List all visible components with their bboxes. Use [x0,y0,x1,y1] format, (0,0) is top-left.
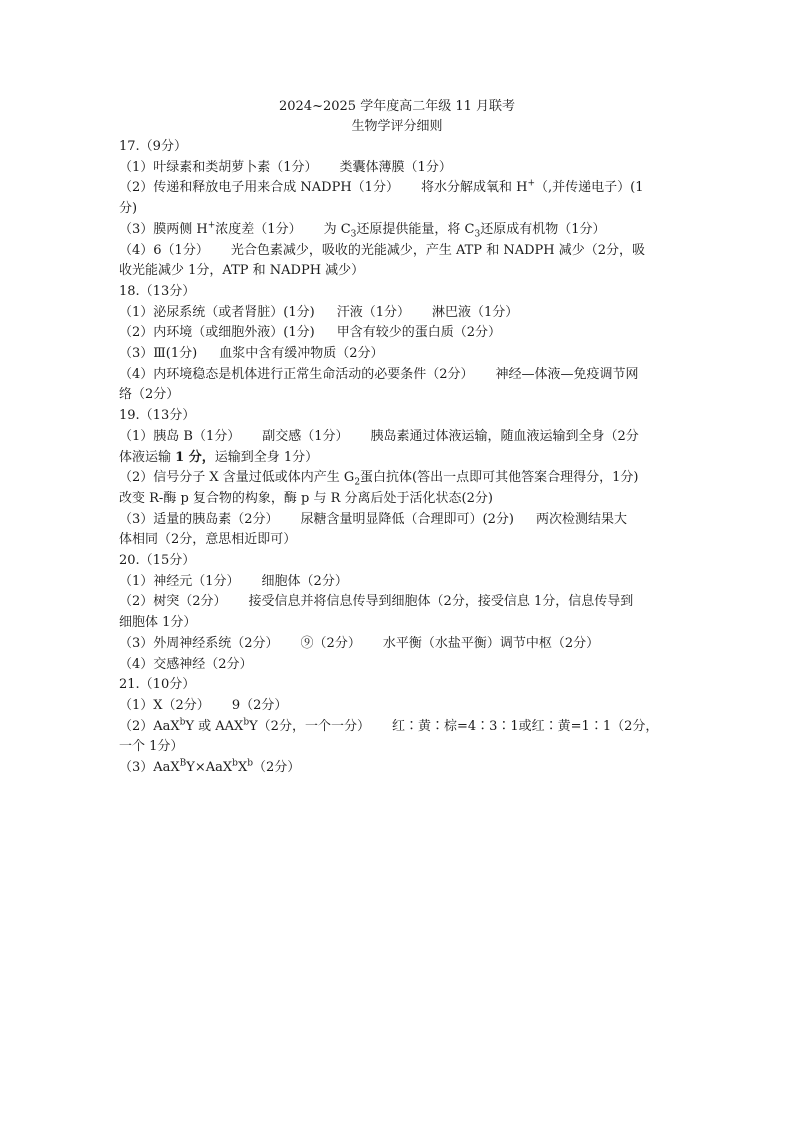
q17-answer-2 [119,178,677,199]
q17-answer-2b-text: 将水分解成氧和 H [420,180,528,196]
q19-answer-1 [119,427,677,448]
q17-answer-3a [119,222,302,237]
q21-answer-2b: 红∶黄∶棕=4∶3∶1或红∶黄=1∶1（2分， [391,718,659,734]
q21-answer-2a-part1: （2）AaX [119,718,180,734]
document-header [0,97,794,137]
q20-answer-2-wrap: 细胞体 1分） [119,615,197,631]
q21-heading: 21.（10分） [119,677,196,693]
q20-answer-1b: 细胞体（2分） [261,573,348,589]
q18-answer-2 [119,323,677,344]
q20-answer-3b: ⑨（2分） [300,635,361,651]
q20-answer-1 [119,572,677,593]
q18-answer-4-wrap: 络（2分） [119,387,180,403]
q21-answer-2-wrap: 一个 1分） [119,739,184,755]
q18-answer-1b: 汗液（1分） [336,304,410,320]
q17-answer-4-wrap: 收光能减少 1分，ATP 和 NADPH 减少） [119,263,365,279]
subscript-2: 2 [354,477,361,488]
superscript-B: B [179,758,187,769]
q18-answer-4 [119,365,677,386]
q17-answer-1 [119,158,677,179]
superscript-b: b [179,717,186,728]
q17-answer-3b-part3: 还原成有机物（1分） [480,221,606,237]
q21-answer-3-part4: （2分） [252,760,301,776]
q19-answer-1a: （1）胰岛 B（1分） [119,428,241,444]
q21-answer-2a-part2: Y 或 AAX [185,718,244,734]
q21-answer-1b: 9（2分） [231,697,288,713]
q20-heading: 20.（15分） [119,553,196,569]
q17-answer-1b: 类囊体薄膜（1分） [339,159,452,175]
q21-answer-2 [119,717,677,738]
q20-answer-3 [119,634,677,655]
q17-heading: 17.（9分） [119,139,187,154]
q21-answer-3-part3: X [237,760,248,776]
q19-answer-3c: 两次检测结果大 [535,511,627,527]
q18-answer-2a: （2）内环境（或细胞外液）(1分) [119,325,315,341]
q18-answer-1 [119,303,677,324]
q20-answer-4: （4）交感神经（2分） [119,656,253,672]
superscript-b: b [243,717,250,728]
q17-answer-2-wrap: 分) [119,201,138,217]
subscript-3: 3 [350,229,357,240]
q19-answer-1c: 胰岛素通过体液运输，随血液运输到全身（2分 [370,428,639,444]
q18-answer-3a: （3）Ⅲ(1分) [119,346,198,362]
q17-answer-3b-part1: 为 C [323,221,351,237]
q21-answer-3 [119,758,677,779]
q20-answer-2a: （2）树突（2分） [119,594,227,610]
q17-answer-2b [421,180,644,195]
q19-answer-1-wrap-text: 体液运输 [119,449,176,465]
q17-answer-3b-part2: 还原提供能量，将 C [356,221,475,237]
q17-answer-2a: （2）传递和释放电子用来合成 NADPH（1分） [119,180,399,196]
q20-answer-2 [119,592,677,613]
q21-answer-3-part2: Y×AaX [186,760,233,776]
superscript-plus: + [527,179,535,190]
q20-answer-3a: （3）外周神经系统（2分） [119,635,279,651]
q17-answer-4a: （4）6（1分） [119,242,209,258]
q20-answer-3c: 水平衡（水盐平衡）调节中枢（2分） [382,635,600,651]
q19-answer-2-wrap: 改变 R-酶 p 复合物的构象，酶 p 与 R 分离后处于活化状态(2分) [119,490,493,506]
q18-answer-4a: （4）内环境稳态是机体进行正常生命活动的必要条件（2分） [119,366,474,382]
q20-answer-2b: 接受信息并将信息传导到细胞体（2分，接受信息 1分，信息传导到 [248,594,634,610]
q18-answer-3b: 血浆中含有缓冲物质（2分） [219,346,384,362]
q19-answer-1-wrap [119,448,677,469]
q17-answer-3a-text: （3）膜两侧 H [119,221,208,237]
q19-answer-3 [119,510,677,531]
q21-answer-1 [119,696,677,717]
q19-answer-3a: （3）适量的胰岛素（2分） [119,511,279,527]
q17-answer-3b [323,221,606,240]
q19-answer-2-part2: 蛋白抗体(答出一点即可其他答案合理得分，1分) [360,470,639,486]
q19-answer-3b: 尿糖含量明显降低（合理即可）(2分) [300,511,514,527]
q18-answer-2b: 甲含有较少的蛋白质（2分） [336,325,501,341]
q19-answer-1b: 副交感（1分） [262,428,349,444]
q18-answer-3 [119,344,677,365]
q17-answer-2b-tail: （,并传递电子）(1 [534,180,644,196]
q19-answer-1-wrap-bold: 1 分， [175,449,215,465]
q19-answer-3-wrap: 体相同（2分，意思相近即可） [119,532,297,548]
q17-answer-4b: 光合色素减少，吸收的光能减少，产生 ATP 和 NADPH 减少（2分，吸 [230,242,645,258]
superscript-plus: + [207,220,216,231]
q18-answer-1c: 淋巴液（1分） [431,304,519,320]
superscript-b: b [247,758,253,769]
q18-heading: 18.（13分） [119,283,196,299]
q21-answer-1a: （1）X（2分） [119,697,210,713]
document-subtitle: 生物学评分细则 [351,119,443,134]
subscript-3: 3 [474,229,481,240]
q21-answer-2a [119,719,370,734]
q19-answer-1-wrap-tail: 运输到全身 1分） [214,449,319,465]
document-title: 2024~2025 学年度高二年级 11 月联考 [279,99,515,114]
q21-answer-3-part1: （3）AaX [119,760,180,776]
q21-answer-2a-part3: Y（2分，一个一分） [249,718,370,734]
q18-answer-1a: （1）泌尿系统（或者肾脏）(1分) [119,304,315,320]
q19-answer-2 [119,468,677,489]
q20-answer-1a: （1）神经元（1分） [119,573,240,589]
superscript-b: b [232,758,238,769]
q17-answer-3 [119,220,677,241]
answer-content [119,137,677,779]
q19-answer-2-part1: （2）信号分子 X 含量过低或体内产生 G [119,470,355,486]
q19-heading: 19.（13分） [119,408,196,424]
q17-answer-4 [119,241,677,262]
q18-answer-4b: 神经—体液—免疫调节网 [495,366,639,382]
q17-answer-1a: （1）叶绿素和类胡萝卜素（1分） [119,159,318,175]
q17-answer-3a-tail: 浓度差（1分） [215,221,302,237]
